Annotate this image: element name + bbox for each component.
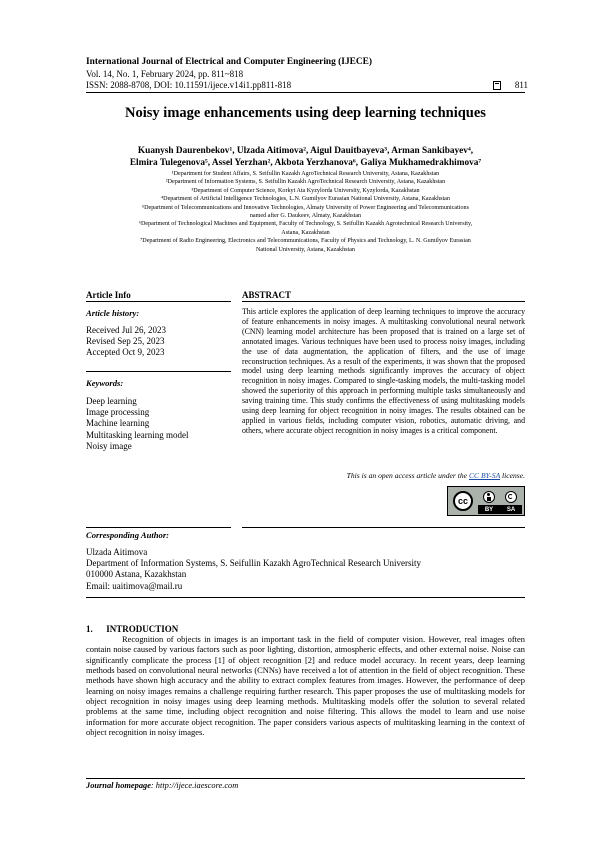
corresponding-author-heading: Corresponding Author:	[86, 530, 170, 540]
header-rule	[86, 92, 525, 93]
share-alike-icon	[505, 491, 517, 503]
article-dates	[86, 325, 231, 359]
article-info-rule	[86, 301, 231, 302]
cc-icon	[448, 487, 478, 515]
corresponding-city: 010000 Astana, Kazakhstan	[86, 569, 187, 580]
keyword-item: Machine learning	[86, 418, 150, 429]
cc-circle: cc	[453, 491, 473, 511]
introduction-text: Recognition of objects in images is an important task in the field of computer vision. However, real images often contain noise caused by various factors such as poor lighting, distortion, atmospheric effects, and other external noise. Noise can significantly complicate the process [1] of object recognition [2] and reduce model accuracy. In recent years, deep learning methods based on convolutional neural networks (CNNs) have received a lot of attention in the field of object recognition. These methods have shown high accuracy and the ability to extract complex features from images. However, the performance of deep learning on noisy images remains a challenge requiring further research. This paper proposes the use of multitasking models for object recognition in noisy images using deep learning methods. Multitasking models offer the solution to several related problems at the same time, including object recognition and noise filtering. This allows the model to learn and use noise information for more accurate object recognition. The paper considers various aspects of multitasking learning in the context of object recognition in noisy images.	[86, 634, 525, 738]
revised-date: Revised Sep 25, 2023	[86, 336, 165, 347]
affiliation-1: ¹Department for Student Affairs, S. Seifullin Kazakh AgroTechnical Research University, Astana, Kazakhstan	[171, 171, 440, 177]
corresponding-author-block	[86, 547, 525, 592]
volume-line: Vol. 14, No. 1, February 2024, pp. 811~818	[86, 69, 244, 79]
sa-label: SA	[506, 506, 516, 513]
corresponding-dept: Department of Information Systems, S. Seifullin Kazakh AgroTechnical Research University	[86, 558, 422, 569]
homepage-label: Journal homepage	[86, 781, 151, 790]
abstract-rule	[242, 301, 525, 302]
corresponding-name: Ulzada Aitimova	[86, 547, 148, 557]
keyword-item: Deep learning	[86, 396, 137, 406]
person-icon	[483, 491, 495, 503]
abstract-text: This article explores the application of deep learning techniques to improve the accuracy of feature enhancements in noisy images. A multitasking convolutional neural network (CNN) learning model architecture has been proposed that is trained on a large set of annotated images. Various techniques have been used to process noisy images, including the use of data augmentation, the application of filters, and the use of image reconstruction techniques. As a result of the experiments, it was shown that the proposed model using deep learning methods significantly improves the accuracy of object recognition in noisy images. Compared to single-tasking models, the multi-tasking model showed the superiority of this approach in performing multiple tasks simultaneously and saving training time. This study confirms the effectiveness of using multitasking models using deep learning for object recognition in noisy images. The results obtained can be applied in various fields, including computer vision, robotics, automatic driving, and others, where accurate object recognition in noisy images is a critical component.	[242, 307, 525, 435]
issn-doi-line: ISSN: 2088-8708, DOI: 10.11591/ijece.v14i1.pp811-818	[86, 80, 292, 90]
keyword-item: Image processing	[86, 407, 150, 418]
cc-by-sa-badge[interactable]	[447, 486, 525, 516]
article-info-heading: Article Info	[86, 290, 131, 300]
keyword-item: Noisy image	[86, 440, 132, 451]
affiliation-6-cont: Astana, Kazakhstan	[281, 229, 330, 236]
open-access-note	[242, 471, 525, 480]
journal-title: International Journal of Electrical and Computer Engineering (IJECE)	[86, 57, 373, 67]
homepage-url[interactable]: : http://ijece.iaescore.com	[150, 781, 239, 790]
by-sa-icons	[478, 489, 522, 505]
paper-title: Noisy image enhancements using deep learning techniques	[125, 105, 486, 121]
affiliation-4: ⁴Department of Artificial Intelligence Technologies, L.N. Gumilyov Eurasian National University, Astana, Kazakhstan	[161, 196, 450, 203]
author-line-1: Kuanysh Daurenbekov¹, Ulzada Aitimova², Aigul Dauitbayeva³, Arman Sankibayev⁴,	[137, 146, 474, 156]
affiliation-5-cont: named after G. Daukeev, Almaty, Kazakhstan	[249, 213, 362, 220]
accepted-date: Accepted Oct 9, 2023	[86, 347, 165, 358]
by-sa-block	[478, 487, 524, 515]
page-number-area	[488, 80, 528, 90]
info-bottom-rule-left	[86, 527, 231, 528]
corresponding-rule	[86, 597, 525, 598]
article-history-heading: Article history:	[86, 308, 140, 318]
affiliation-7-cont: National University, Astana, Kazakhstan	[256, 246, 355, 253]
by-sa-label-bar	[478, 505, 522, 514]
keyword-list	[86, 396, 231, 452]
footer-rule	[86, 778, 525, 779]
page-number: 811	[514, 80, 528, 90]
author-list	[86, 145, 525, 169]
affiliation-2: ²Department of Information Systems, S. Seifullin Kazakh AgroTechnical Research University, Astana, Kazakhstan	[165, 179, 446, 186]
affiliation-6: ⁶Department of Technological Machines and Equipment, Faculty of Technology, S. Seifullin Kazakh Agrotechnical Research University,	[138, 221, 473, 228]
keywords-heading: Keywords:	[86, 378, 124, 388]
author-line-2: Elmira Tulegenova⁵, Assel Yerzhan², Akbota Yerzhanova⁶, Galiya Mukhamedrakhimova⁷	[129, 158, 482, 168]
affiliation-5: ⁵Department of Telecommunications and Innovative Technologies, Almaty University of Power Engineering and Telecommunications	[142, 204, 469, 211]
received-date: Received Jul 26, 2023	[86, 325, 166, 335]
journal-homepage	[86, 781, 238, 790]
info-bottom-rule-right	[242, 527, 525, 528]
license-link[interactable]: CC BY-SA	[468, 471, 501, 480]
open-access-suffix: license.	[500, 471, 525, 480]
by-label: BY	[484, 506, 494, 513]
affiliation-3: ³Department of Computer Science, Korkyt Ata Kyzylorda University, Kyzylorda, Kazakhstan	[191, 187, 420, 194]
open-access-prefix: This is an open access article under the	[346, 471, 469, 480]
abstract-heading: ABSTRACT	[242, 290, 292, 300]
keywords-rule	[86, 371, 231, 372]
corresponding-email[interactable]: Email: uaitimova@mail.ru	[86, 580, 183, 591]
affiliation-7: ⁷Department of Radio Engineering, Electronics and Telecommunications, Faculty of Physics and Technology, L. N. Gumilyov Eurasian	[140, 238, 471, 245]
introduction-heading: 1. INTRODUCTION	[86, 624, 179, 634]
affiliations	[86, 170, 525, 254]
keyword-item: Multitasking learning model	[86, 429, 189, 440]
page-icon	[493, 81, 501, 90]
